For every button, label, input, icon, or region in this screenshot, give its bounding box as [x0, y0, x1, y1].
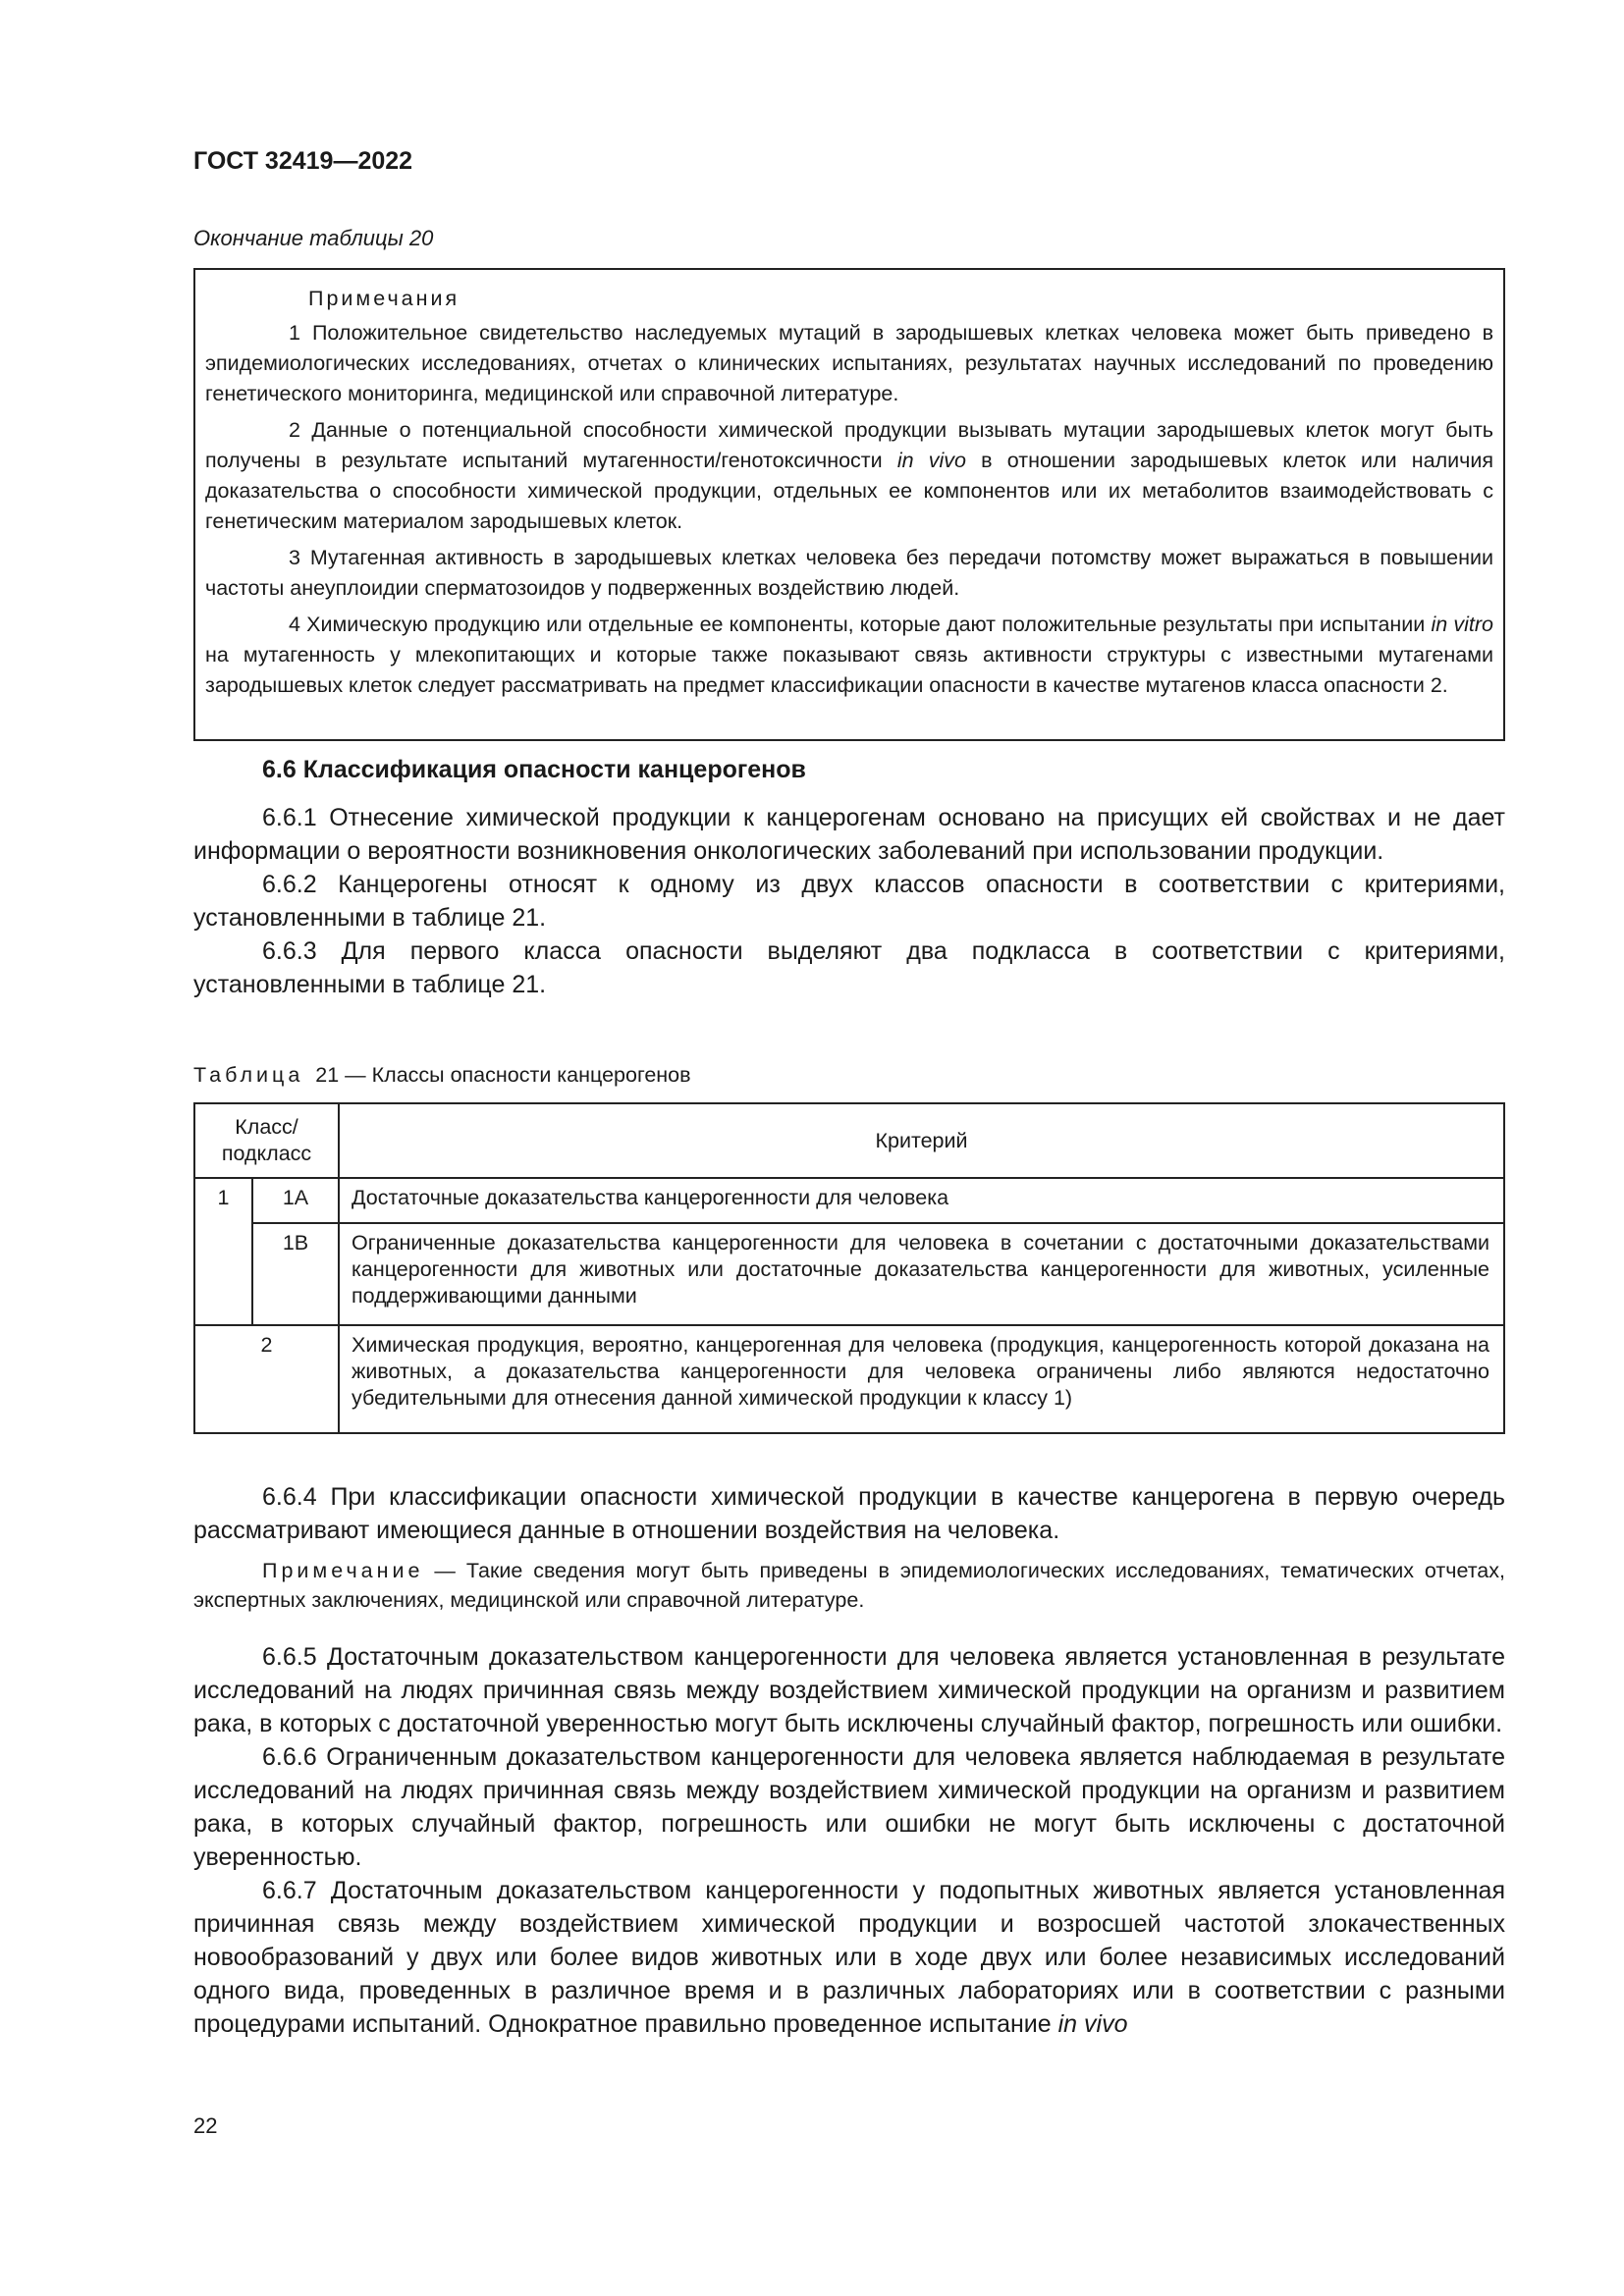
- header-class: Класс/ подкласс: [194, 1103, 339, 1178]
- cell-criterion: Химическая продукция, вероятно, канцерогенная для человека (продукция, канцерогенность которой доказана на животных, а доказательства канцерогенности для человека ограничены либо являются недостаточно убедительными для отнесения данной химической продукции к классу 1): [339, 1325, 1504, 1433]
- hazard-class-table: [193, 1102, 1505, 1434]
- table-row: [194, 1178, 1504, 1223]
- header-criterion: Критерий: [339, 1103, 1504, 1178]
- paragraph-6-6-4-block: [193, 1480, 1505, 1547]
- paragraph-6-6-1: 6.6.1 Отнесение химической продукции к канцерогенам основано на присущих ей свойствах и не дает информации о вероятности возникновения онкологических заболеваний при использовании продукции.: [193, 804, 1505, 865]
- table-row: [194, 1223, 1504, 1325]
- table-caption: Таблица 21 — Классы опасности канцерогенов: [193, 1063, 691, 1087]
- paragraph-6-6-4: 6.6.4 При классификации опасности химической продукции в качестве канцерогена в первую очередь рассматривают имеющиеся данные в отношении воздействия на человека.: [193, 1483, 1505, 1544]
- table-row: [194, 1325, 1504, 1433]
- inline-note: Примечание — Такие сведения могут быть приведены в эпидемиологических исследованиях, тематических отчетах, экспертных заключениях, медицинской или справочной литературе.: [193, 1559, 1505, 1612]
- note-item: 3 Мутагенная активность в зародышевых клетках человека без передачи потомству может выражаться в повышении частоты анеуплоидии сперматозоидов у подверженных воздействию людей.: [205, 546, 1493, 600]
- cell-criterion: Достаточные доказательства канцерогенности для человека: [339, 1178, 1504, 1223]
- cell-class: 1: [194, 1178, 252, 1325]
- table-header-row: [194, 1103, 1504, 1178]
- note-item: 2 Данные о потенциальной способности химической продукции вызывать мутации зародышевых клеток могут быть получены в результате испытаний мутагенности/генотоксичности in vivo в отношении зародышевых клеток или наличия доказательства о способности химической продукции, отдельных ее компонентов или их метаболитов взаимодействовать с генетическим материалом зародышевых клеток.: [205, 418, 1493, 533]
- document-header: ГОСТ 32419—2022: [193, 147, 413, 175]
- paragraph-6-6-6: 6.6.6 Ограниченным доказательством канцерогенности для человека является наблюдаемая в результате исследований на людях причинная связь между воздействием химической продукции на организм и развитием рака, в которых случайный фактор, погрешность или ошибки не могут быть исключены с достаточной уверенностью.: [193, 1743, 1505, 1871]
- notes-box: [193, 268, 1505, 741]
- paragraph-6-6-5: 6.6.5 Достаточным доказательством канцерогенности для человека является установленная в результате исследований на людях причинная связь между воздействием химической продукции на организм и развитием рака, в которых с достаточной уверенностью могут быть исключены случайный фактор, погрешность или ошибки.: [193, 1643, 1505, 1737]
- paragraph-6-6-7: 6.6.7 Достаточным доказательством канцерогенности у подопытных животных является установленная причинная связь между воздействием химической продукции и возросшей частотой злокачественных новообразований у двух или более видов животных или в ходе двух или более независимых исследований одного вида, проведенных в различное время и в различных лабораториях или в соответствии с разными процедурами испытаний. Однократное правильно проведенное испытание in vivo: [193, 1877, 1505, 2038]
- cell-subclass: 1A: [252, 1178, 339, 1223]
- note-item: 4 Химическую продукцию или отдельные ее компоненты, которые дают положительные результаты при испытании in vitro на мутагенность у млекопитающих и которые также показывают связь активности структуры с известными мутагенами зародышевых клеток следует рассматривать на предмет классификации опасности в качестве мутагенов класса опасности 2.: [205, 613, 1494, 697]
- section-heading: 6.6 Классификация опасности канцерогенов: [262, 756, 806, 783]
- cell-class: 2: [194, 1325, 339, 1433]
- notes-title: Примечания: [308, 287, 460, 310]
- table-continuation-label: Окончание таблицы 20: [193, 226, 434, 250]
- section-paragraphs: [193, 801, 1505, 1001]
- closing-paragraphs: [193, 1640, 1505, 2041]
- cell-subclass: 1B: [252, 1223, 339, 1325]
- page-number: 22: [193, 2113, 218, 2138]
- paragraph-6-6-3: 6.6.3 Для первого класса опасности выделяют два подкласса в соответствии с критериями, установленными в таблице 21.: [193, 937, 1505, 998]
- cell-criterion: Ограниченные доказательства канцерогенности для человека в сочетании с достаточными доказательствами канцерогенности для животных или достаточные доказательства канцерогенности для животных, усиленные поддерживающими данными: [339, 1223, 1504, 1325]
- paragraph-6-6-2: 6.6.2 Канцерогены относят к одному из двух классов опасности в соответствии с критериями, установленными в таблице 21.: [193, 871, 1505, 932]
- note-item: 1 Положительное свидетельство наследуемых мутаций в зародышевых клетках человека может быть приведено в эпидемиологических исследованиях, отчетах о клинических испытаниях, результатах научных исследований по проведению генетического мониторинга, медицинской или справочной литературе.: [205, 321, 1493, 405]
